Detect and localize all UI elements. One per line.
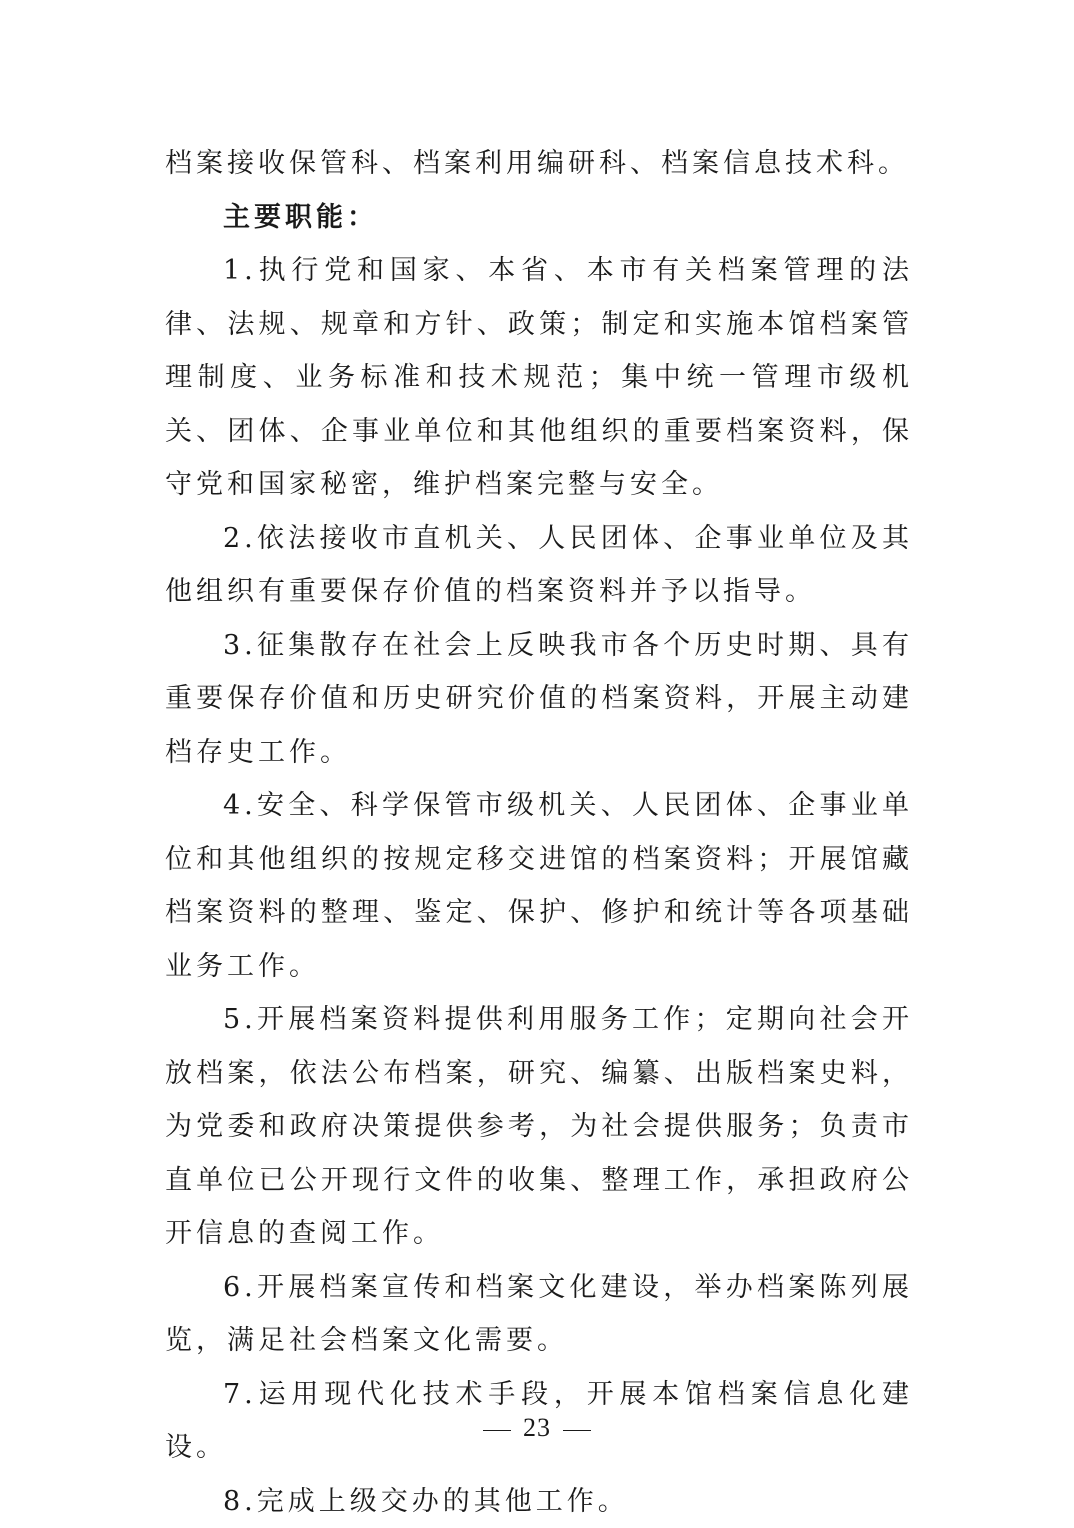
list-item-3: 3.征集散存在社会上反映我市各个历史时期、具有重要保存价值和历史研究价值的档案资料，开展主动建档存史工作。 <box>165 619 913 780</box>
section-heading-main-functions: 主要职能： <box>165 191 913 245</box>
list-item-6: 6.开展档案宣传和档案文化建设，举办档案陈列展览，满足社会档案文化需要。 <box>165 1261 913 1368</box>
list-item-7: 7.运用现代化技术手段，开展本馆档案信息化建设。 <box>165 1368 913 1475</box>
list-item-5: 5.开展档案资料提供利用服务工作；定期向社会开放档案，依法公布档案，研究、编纂、出版档案史料，为党委和政府决策提供参考，为社会提供服务；负责市直单位已公开现行文件的收集、整理工作，承担政府公开信息的查阅工作。 <box>165 993 913 1261</box>
footer-dash-right <box>563 1430 591 1431</box>
document-body <box>165 137 913 1528</box>
page-number: 23 <box>523 1413 551 1442</box>
page-footer <box>0 1408 1074 1448</box>
list-item-2: 2.依法接收市直机关、人民团体、企事业单位及其他组织有重要保存价值的档案资料并予以指导。 <box>165 512 913 619</box>
list-item-4: 4.安全、科学保管市级机关、人民团体、企事业单位和其他组织的按规定移交进馆的档案资料；开展馆藏档案资料的整理、鉴定、保护、修护和统计等各项基础业务工作。 <box>165 779 913 993</box>
list-item-8: 8.完成上级交办的其他工作。 <box>165 1475 913 1528</box>
paragraph-continuation: 档案接收保管科、档案利用编研科、档案信息技术科。 <box>165 137 913 191</box>
footer-dash-left <box>483 1430 511 1431</box>
list-item-1: 1.执行党和国家、本省、本市有关档案管理的法律、法规、规章和方针、政策；制定和实施本馆档案管理制度、业务标准和技术规范；集中统一管理市级机关、团体、企事业单位和其他组织的重要档案资料，保守党和国家秘密，维护档案完整与安全。 <box>165 244 913 512</box>
